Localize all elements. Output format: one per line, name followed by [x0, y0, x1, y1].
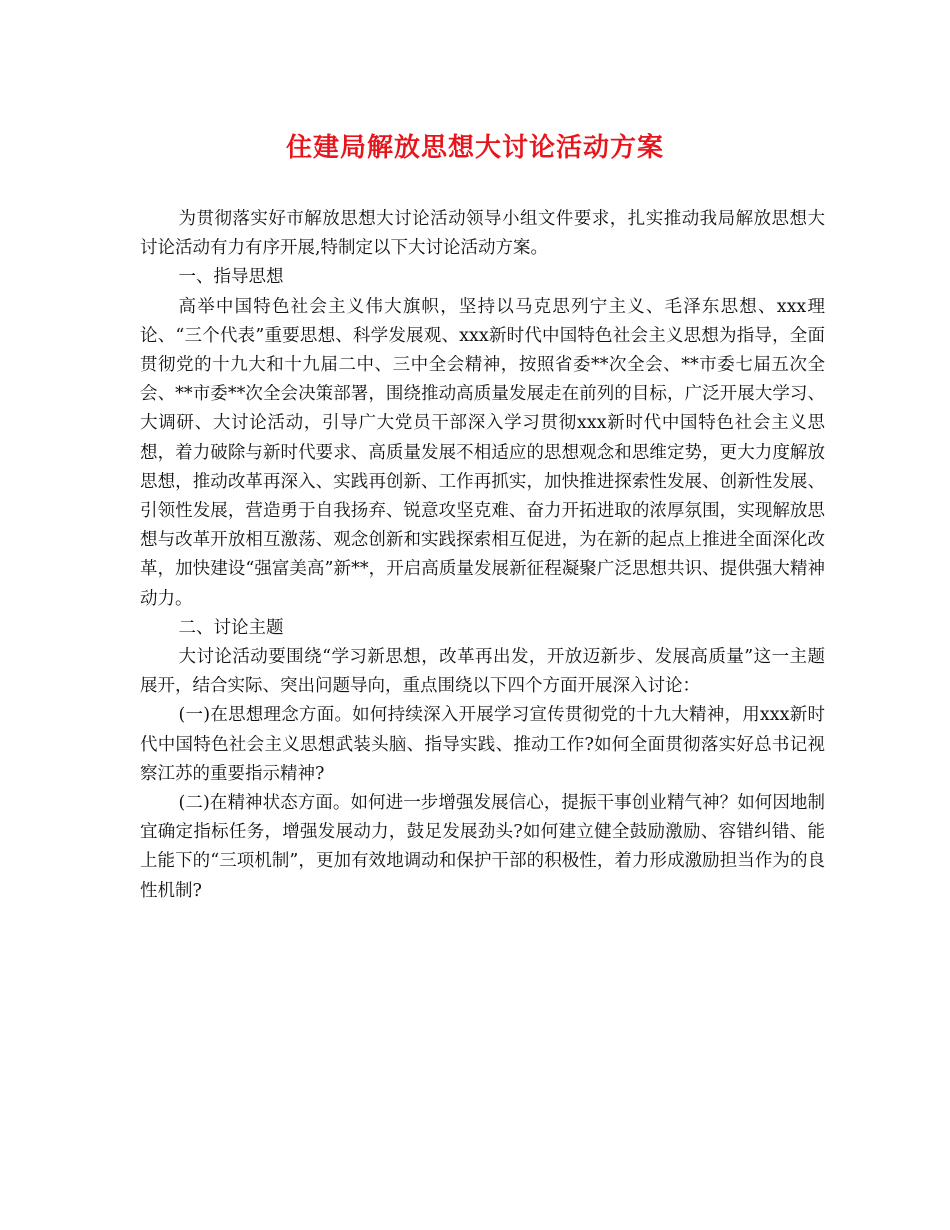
intro-paragraph: 为贯彻落实好市解放思想大讨论活动领导小组文件要求，扎实推动我局解放思想大讨论活动有力有序开展,特制定以下大讨论活动方案。	[140, 209, 825, 259]
item-paragraph-spirit: (二)在精神状态方面。如何进一步增强发展信心，提振干事创业精气神？如何因地制宜确定指标任务，增强发展动力，鼓足发展劲头?如何建立健全鼓励激励、容错纠错、能上能下的“三项机制”，更加有效地调动和保护干部的积极性，着力形成激励担当作为的良性机制?	[140, 793, 825, 901]
item-paragraph-thinking: (一)在思想理念方面。如何持续深入开展学习宣传贯彻党的十九大精神，用xxx新时代中国特色社会主义思想武装头脑、指导实践、推动工作?如何全面贯彻落实好总书记视察江苏的重要指示精神?	[140, 705, 825, 784]
document-body	[140, 205, 825, 906]
section-heading-guiding-ideology: 一、指导思想	[178, 267, 284, 288]
section-heading-discussion-theme: 二、讨论主题	[178, 617, 284, 638]
document-title: 住建局解放思想大讨论活动方案	[285, 133, 664, 163]
discussion-theme-paragraph: 大讨论活动要围绕“学习新思想，改革再出发，开放迈新步、发展高质量”这一主题展开，结合实际、突出问题导向，重点围绕以下四个方面开展深入讨论：	[140, 647, 825, 697]
guiding-ideology-paragraph: 高举中国特色社会主义伟大旗帜，坚持以马克思列宁主义、毛泽东思想、xxx理论、“三个代表”重要思想、科学发展观、xxx新时代中国特色社会主义思想为指导，全面贯彻党的十九大和十九届二中、三中全会精神，按照省委**次全会、**市委七届五次全会、**市委**次全会决策部署，围绕推动高质量发展走在前列的目标，广泛开展大学习、大调研、大讨论活动，引导广大党员干部深入学习贯彻xxx新时代中国特色社会主义思想，着力破除与新时代要求、高质量发展不相适应的思想观念和思维定势，更大力度解放思想，推动改革再深入、实践再创新、工作再抓实，加快推进探索性发展、创新性发展、引领性发展，营造勇于自我扬弃、锐意攻坚克难、奋力开拓进取的浓厚氛围，实现解放思想与改革开放相互激荡、观念创新和实践探索相互促进，为在新的起点上推进全面深化改革，加快建设“强富美高”新**，开启高质量发展新征程凝聚广泛思想共识、提供强大精神动力。	[140, 296, 825, 609]
